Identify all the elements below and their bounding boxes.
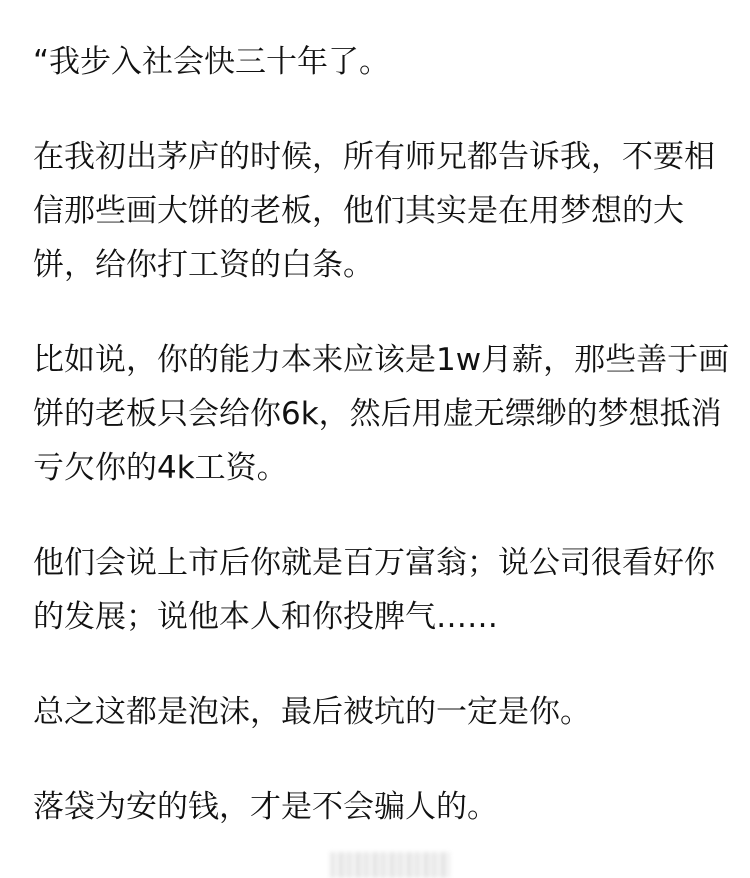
text-line: “我步入社会快三十年了。	[33, 44, 391, 80]
text-line: 亏欠你的4k工资。	[33, 450, 288, 486]
text-line: 饼的老板只会给你6k，然后用虚无缥缈的梦想抵消	[33, 396, 722, 432]
text-line: 落袋为安的钱，才是不会骗人的。	[33, 789, 498, 825]
text-line: 比如说，你的能力本来应该是1w月薪，那些善于画	[33, 342, 730, 378]
text-line: 的发展；说他本人和你投脾气……	[33, 599, 498, 635]
text-line: 信那些画大饼的老板，他们其实是在用梦想的大	[33, 193, 684, 229]
text-line: 他们会说上市后你就是百万富翁；说公司很看好你	[33, 545, 715, 581]
text-line: 总之这都是泡沫，最后被坑的一定是你。	[33, 694, 591, 730]
paragraph-5	[33, 685, 733, 739]
watermark-fragment	[330, 852, 450, 878]
paragraph-2	[33, 130, 733, 292]
post-body	[33, 35, 733, 875]
text-line: 饼，给你打工资的白条。	[33, 247, 374, 283]
text-line: 在我初出茅庐的时候，所有师兄都告诉我，不要相	[33, 139, 715, 175]
paragraph-1	[33, 35, 733, 89]
paragraph-3	[33, 333, 733, 495]
paragraph-4	[33, 536, 733, 644]
paragraph-6	[33, 780, 733, 834]
